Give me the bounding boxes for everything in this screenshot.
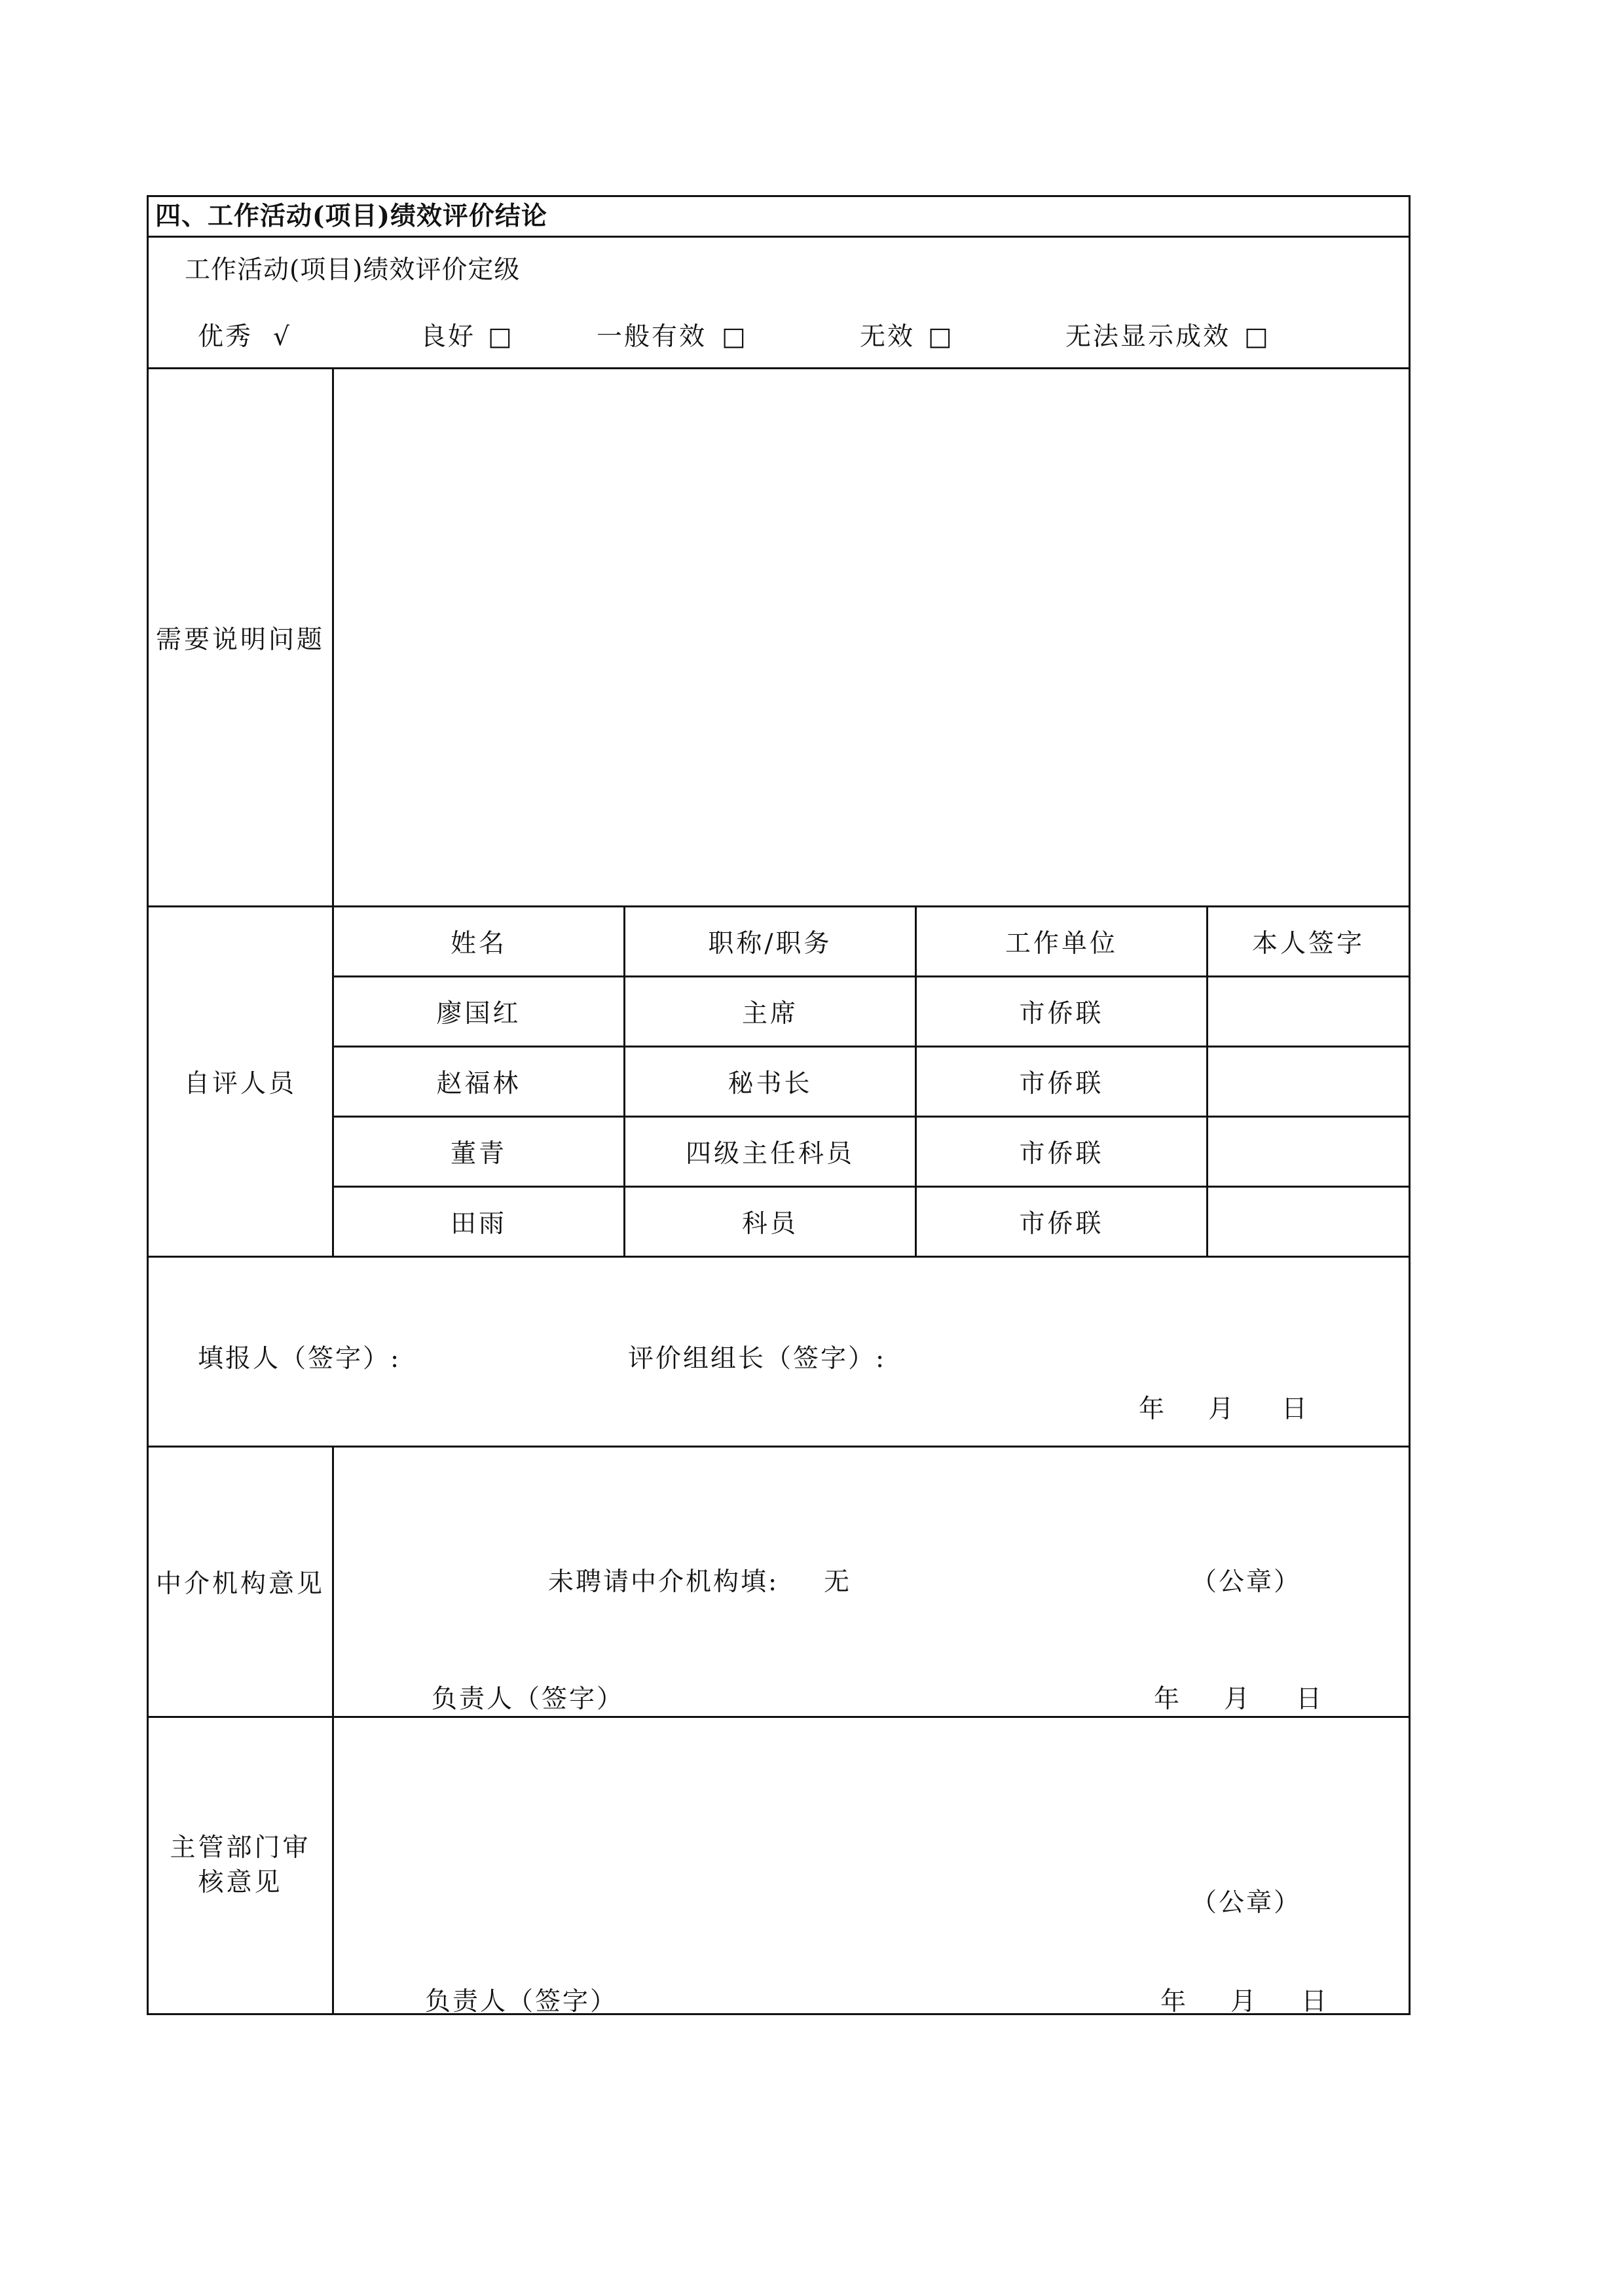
checkbox-icon: □ xyxy=(488,322,514,352)
date-day: 日 xyxy=(1301,1987,1329,2016)
date-year: 年 xyxy=(1154,1685,1182,1714)
grade-option-label: 无法显示成效 xyxy=(1065,322,1231,352)
cell-unit: 市侨联 xyxy=(1019,1069,1104,1099)
cell-signature[interactable] xyxy=(1208,977,1409,1046)
divider xyxy=(149,1716,1409,1718)
date-year: 年 xyxy=(1160,1987,1189,2016)
dept-seal: （公章） xyxy=(1191,1888,1302,1918)
checkbox-icon: □ xyxy=(928,322,954,352)
check-icon: √ xyxy=(273,322,291,352)
issues-label: 需要说明问题 xyxy=(155,625,325,655)
filler-signature[interactable]: 填报人（签字）: xyxy=(198,1344,401,1374)
cell-signature[interactable] xyxy=(1208,1188,1409,1256)
grade-option-label: 无效 xyxy=(860,322,915,352)
checkbox-icon: □ xyxy=(722,322,748,352)
checkbox-icon: □ xyxy=(1244,322,1270,352)
cell-title: 科员 xyxy=(741,1209,798,1239)
date-year: 年 xyxy=(1139,1394,1167,1424)
date-day: 日 xyxy=(1282,1394,1310,1424)
cell-signature[interactable] xyxy=(1208,1048,1409,1116)
cell-title: 四级主任科员 xyxy=(685,1139,855,1169)
cell-name: 董青 xyxy=(450,1139,507,1169)
divider xyxy=(149,1256,1409,1258)
date-month: 月 xyxy=(1230,1987,1259,2016)
dept-label: 主管部门审核意见 xyxy=(170,1832,311,1897)
cell-unit: 市侨联 xyxy=(1019,1139,1104,1169)
dept-responsible[interactable]: 负责人（签字） xyxy=(425,1987,618,2016)
grade-option-label: 一般有效 xyxy=(597,322,707,352)
agency-note: 未聘请中介机构填: xyxy=(548,1567,779,1597)
cell-title: 主席 xyxy=(741,999,798,1029)
header-title: 职称/职务 xyxy=(708,929,832,958)
cell-signature[interactable] xyxy=(1208,1118,1409,1186)
self-eval-label: 自评人员 xyxy=(183,1069,297,1099)
leader-signature[interactable]: 评价组组长（签字）: xyxy=(628,1344,887,1374)
grade-option-label: 优秀 xyxy=(198,322,253,352)
divider xyxy=(149,236,1409,238)
divider xyxy=(149,1446,1409,1448)
issues-content[interactable] xyxy=(334,369,1409,905)
header-unit: 工作单位 xyxy=(1005,929,1118,958)
agency-responsible[interactable]: 负责人（签字） xyxy=(432,1685,625,1714)
date-day: 日 xyxy=(1296,1685,1324,1714)
header-signature: 本人签字 xyxy=(1251,929,1365,958)
cell-name: 田雨 xyxy=(450,1209,507,1239)
date-month: 月 xyxy=(1208,1394,1236,1424)
date-month: 月 xyxy=(1224,1685,1252,1714)
divider xyxy=(332,1446,334,2013)
cell-unit: 市侨联 xyxy=(1019,999,1104,1029)
grade-option-label: 良好 xyxy=(420,322,476,352)
cell-unit: 市侨联 xyxy=(1019,1209,1104,1239)
cell-title: 秘书长 xyxy=(728,1069,813,1099)
agency-seal: （公章） xyxy=(1191,1567,1302,1597)
cell-name: 赵福林 xyxy=(436,1069,521,1099)
header-name: 姓名 xyxy=(450,929,507,958)
evaluation-form xyxy=(147,195,1411,2015)
agency-label: 中介机构意见 xyxy=(155,1569,325,1599)
agency-value[interactable]: 无 xyxy=(824,1567,852,1597)
cell-name: 廖国红 xyxy=(436,999,521,1029)
grade-label: 工作活动(项目)绩效评价定级 xyxy=(185,255,521,285)
section-title: 四、工作活动(项目)绩效评价结论 xyxy=(155,201,547,231)
